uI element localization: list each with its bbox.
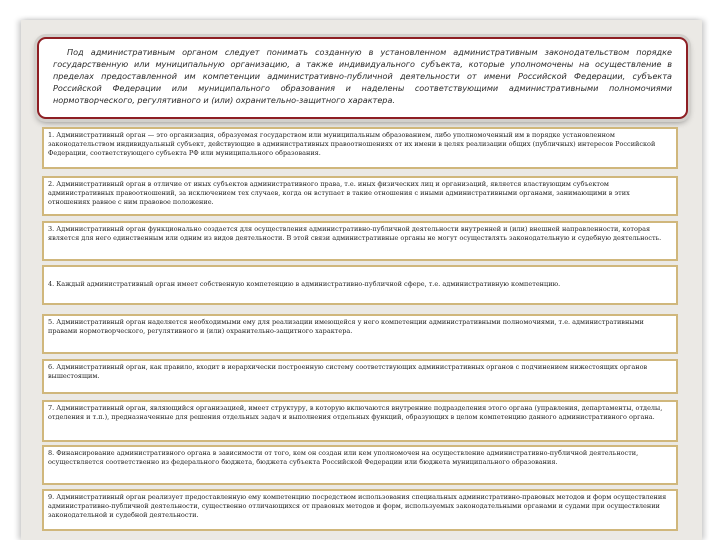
definition-text: Под административным органом следует понимать созданную в установленном административным законодательством порядке государственную или муниципальную организацию, а также индивидуального субъекта, которые уполномочены на осуществление в пределах предоставленной им компетенции административно-публичной деятельности от имени Российской Федерации, субъекта Российской Федерации или муниципального образования и наделены соответствующими административными полномочиями нормотворческого, регулятивного и (или) охранительно-защитного характера. bbox=[53, 47, 672, 105]
list-item-6: 6. Административный орган, как правило, входит в иерархически построенную систему соответствующих административных органов с подчинением нижестоящих органов вышестоящим. bbox=[42, 359, 678, 394]
list-item-8: 8. Финансирование административного органа в зависимости от того, кем он создан или кем уполномочен на осуществление административно-публичной деятельности, осуществляется соответственно из федерального бюджета, бюджета субъекта Российской Федерации или бюджета муниципального образования. bbox=[42, 445, 678, 485]
list-item-5: 5. Административный орган наделяется необходимыми ему для реализации имеющейся у него компетенции административными полномочиями, т.е. административными правами нормотворческого, регулятивного и (или) охранительно-защитного характера. bbox=[42, 314, 678, 354]
list-item-3: 3. Административный орган функционально создается для осуществления административно-публичной деятельности внутренней и (или) внешней направленности, которая является для него единственным или одним из видов деятельности. В этой связи административные органы не могут осуществлять законодательную и судебную деятельность. bbox=[42, 221, 678, 261]
list-item-7: 7. Административный орган, являющийся организацией, имеет структуру, в которую включаются внутренние подразделения этого органа (управления, департаменты, отделы, отделения и т.п.), предназначенные для решения отдельных задач и выполнения отдельных функций, образующих в целом компетенцию данного административного органа. bbox=[42, 400, 678, 442]
definition-box bbox=[37, 37, 688, 119]
list-item-4: 4. Каждый административный орган имеет собственную компетенцию в административно-публичной сфере, т.е. административную компетенцию. bbox=[42, 265, 678, 305]
list-item-9: 9. Административный орган реализует предоставленную ему компетенцию посредством использования специальных административно-правовых методов и форм осуществления административно-публичной деятельности, существенно отличающихся от правовых методов и форм, используемых законодательными органами и судами при осуществлении законодательной и судебной деятельности. bbox=[42, 489, 678, 531]
list-item-2: 2. Административный орган в отличие от иных субъектов административного права, т.е. иных физических лиц и организаций, является властвующим субъектом административных правоотношений, за исключением тех случаев, когда он вступает в такие отношения с иными административными органами, занимающими в этих отношениях равное с ним правовое положение. bbox=[42, 176, 678, 216]
list-item-1: 1. Административный орган — это организация, образуемая государством или муниципальным образованием, либо уполномоченный им в порядке установленном законодательством индивидуальный субъект, действующие в административных правоотношениях от их имени в целях реализации общих (публичных) интересов Российской Федерации, соответствующего субъекта РФ или муниципального образования. bbox=[42, 127, 678, 169]
